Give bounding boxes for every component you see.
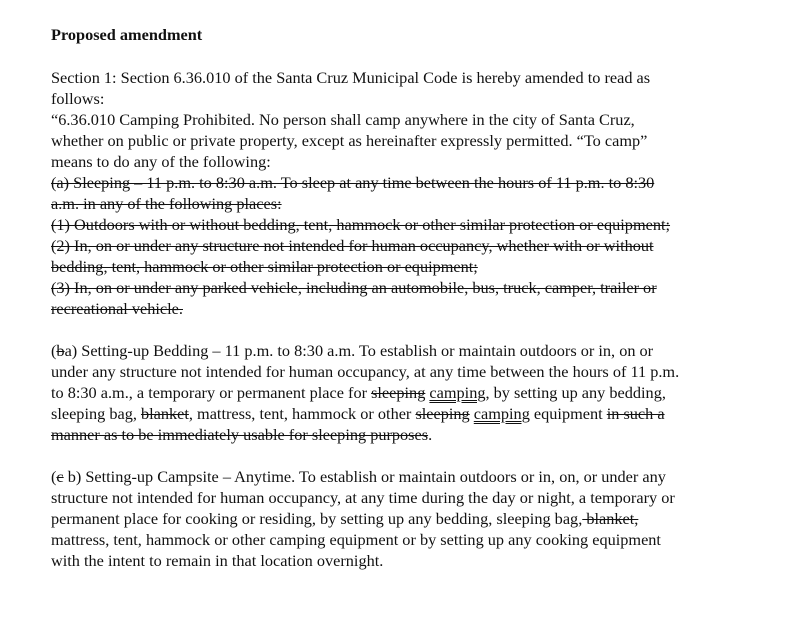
inserted-text: camping: [429, 383, 486, 402]
text-run: .: [428, 425, 433, 444]
text-run: to 8:30 a.m., a temporary or permanent place for: [51, 383, 372, 402]
deleted-text: c: [56, 467, 64, 486]
bedding-line-2: under any structure not intended for human occupancy, at any time between the hours of 11 p.m.: [51, 362, 680, 381]
text-run: (: [51, 467, 57, 486]
struck-line-4: (2) In, on or under any structure not intended for human occupancy, whether with or without: [51, 236, 654, 255]
paragraph-gap: [51, 445, 781, 466]
bedding-line-1: [51, 340, 781, 361]
text-run: a) Setting-up Bedding – 11 p.m. to 8:30 a.m. To establish or maintain outdoors or in, on or: [64, 341, 654, 360]
campsite-line-5: with the intent to remain in that location overnight.: [51, 551, 384, 570]
campsite-line-3: [51, 508, 781, 529]
deleted-text: blanket: [140, 404, 189, 423]
section-1-intro: [51, 67, 781, 172]
text-run: , mattress, tent, hammock or other: [188, 404, 416, 423]
document-page: [51, 24, 781, 571]
section-1-line-2: follows:: [51, 89, 105, 108]
struck-subsection-a: [51, 172, 781, 319]
text-run: equipment: [529, 404, 607, 423]
bedding-line-4: [51, 403, 781, 424]
text-run: (: [51, 341, 57, 360]
struck-line-2: a.m. in any of the following places:: [51, 194, 282, 213]
bedding-line-3: [51, 382, 781, 403]
section-1-line-3: “6.36.010 Camping Prohibited. No person shall camp anywhere in the city of Santa Cruz,: [51, 110, 635, 129]
struck-line-6: (3) In, on or under any parked vehicle, including an automobile, bus, truck, camper, trailer or: [51, 278, 657, 297]
struck-line-3: (1) Outdoors with or without bedding, tent, hammock or other similar protection or equipment;: [51, 215, 671, 234]
section-1-line-5: means to do any of the following:: [51, 152, 271, 171]
text-run: sleeping bag,: [51, 404, 141, 423]
deleted-text: sleeping: [415, 404, 470, 423]
campsite-line-2: structure not intended for human occupancy, at any time during the day or night, a temporary or: [51, 488, 675, 507]
campsite-line-4: mattress, tent, hammock or other camping equipment or by setting up any cooking equipment: [51, 530, 661, 549]
text-run: permanent place for cooking or residing, by setting up any bedding, sleeping bag,: [51, 509, 583, 528]
text-run: b) Setting-up Campsite – Anytime. To establish or maintain outdoors or in, on, or under any: [63, 467, 666, 486]
deleted-text: manner as to be immediately usable for sleeping purposes: [51, 425, 429, 444]
struck-line-7: recreational vehicle.: [51, 299, 183, 318]
deleted-text: sleeping: [371, 383, 426, 402]
deleted-text: in such a: [606, 404, 665, 423]
paragraph-gap: [51, 319, 781, 340]
paragraph-bedding: [51, 340, 781, 445]
deleted-text: b: [56, 341, 65, 360]
text-run: , by setting up any bedding,: [485, 383, 666, 402]
paragraph-campsite: [51, 466, 781, 571]
document-heading: Proposed amendment: [51, 25, 203, 44]
deleted-text: blanket,: [582, 509, 639, 528]
section-1-line-4: whether on public or private property, except as hereinafter expressly permitted. “To camp”: [51, 131, 648, 150]
section-1-line-1: Section 1: Section 6.36.010 of the Santa Cruz Municipal Code is hereby amended to read as: [51, 68, 651, 87]
struck-line-5: bedding, tent, hammock or other similar protection or equipment;: [51, 257, 478, 276]
bedding-line-5: [51, 424, 781, 445]
struck-line-1: (a) Sleeping – 11 p.m. to 8:30 a.m. To sleep at any time between the hours of 11 p.m. to 8:30: [51, 173, 655, 192]
inserted-text: camping: [473, 404, 530, 423]
campsite-line-1: [51, 466, 781, 487]
